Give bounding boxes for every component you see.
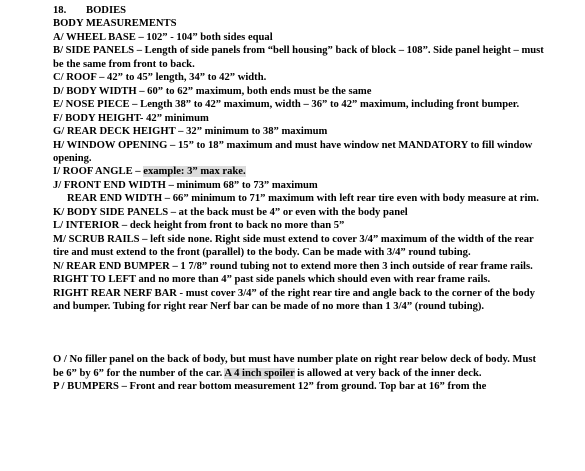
item-g-rear-deck-height: G/ REAR DECK HEIGHT – 32” minimum to 38” maximum	[53, 126, 328, 138]
highlighted-text: example: 3” max rake.	[143, 166, 246, 178]
item-d-body-width: D/ BODY WIDTH – 60” to 62” maximum, both ends must be the same	[53, 85, 372, 97]
item-m-scrub-rails: M/ SCRUB RAILS – left side none. Right side must extend to cover 3/4” maximum of the width of the rear tire and must extend to the front (parallel) to the body. Can be made with 3/4” round tubing.	[53, 233, 534, 259]
item-j-rear-end-width: REAR END WIDTH – 66” minimum to 71” maximum with left rear tire even with body measure at rim.	[67, 193, 539, 205]
rules-text	[53, 4, 549, 394]
section-heading	[53, 4, 549, 17]
item-o-text: O / No filler panel on the back of body, but must have number plate on right rear below deck of body. Must be 6” by 6” for the number of the car.	[53, 354, 537, 379]
item-p-bumpers: P / BUMPERS – Front and rear bottom measurement 12” from ground. Top bar at 16” from the	[53, 381, 487, 393]
item-i-roof-angle	[53, 165, 549, 178]
item-h-window-opening: H/ WINDOW OPENING – 15” to 18” maximum and must have window net MANDATORY to fill window opening.	[53, 139, 533, 164]
section-title: BODIES	[86, 5, 127, 16]
highlighted-text: A 4 inch spoiler	[224, 367, 295, 379]
item-l-interior: L/ INTERIOR – deck height from front to back no more than 5”	[53, 220, 345, 232]
item-a-wheel-base: A/ WHEEL BASE – 102” - 104” both sides equal	[53, 31, 273, 43]
item-right-rear-nerf-bar: RIGHT REAR NERF BAR - must cover 3/4” of the right rear tire and angle back to the corner of the body and bumper. Tubing for right rear Nerf bar can be made of no more than 1 3/4” (round tubing).	[53, 287, 535, 312]
item-f-body-height: F/ BODY HEIGHT- 42” minimum	[53, 112, 209, 124]
blank-gap	[53, 313, 549, 353]
item-b-side-panels: B/ SIDE PANELS – Length of side panels from “bell housing” back of block – 108”. Side panel height – must be the same from front to back.	[53, 45, 544, 70]
item-n-rear-end-bumper: N/ REAR END BUMPER – 1 7/8” round tubing not to extend more then 3 inch outside of rear frame rails. RIGHT TO LEFT and no more than 4” past side panels which should even with rear frame rails.	[53, 260, 533, 286]
item-e-nose-piece: E/ NOSE PIECE – Length 38” to 42” maximum, width – 36” to 42” maximum, including front bumper.	[53, 99, 520, 111]
item-j-front-end-width: J/ FRONT END WIDTH – minimum 68” to 73” maximum	[53, 179, 318, 191]
item-i-label: I/ ROOF ANGLE –	[53, 166, 144, 178]
item-c-roof: C/ ROOF – 42” to 45” length, 34” to 42” width.	[53, 72, 267, 84]
item-o-filler-panel	[53, 353, 549, 380]
item-o-text-end: is allowed at very back of the inner deck.	[294, 367, 482, 379]
item-k-body-side-panels: K/ BODY SIDE PANELS – at the back must be 4” or even with the body panel	[53, 206, 408, 218]
subheading: BODY MEASUREMENTS	[53, 18, 177, 30]
section-number: 18.	[53, 5, 67, 16]
